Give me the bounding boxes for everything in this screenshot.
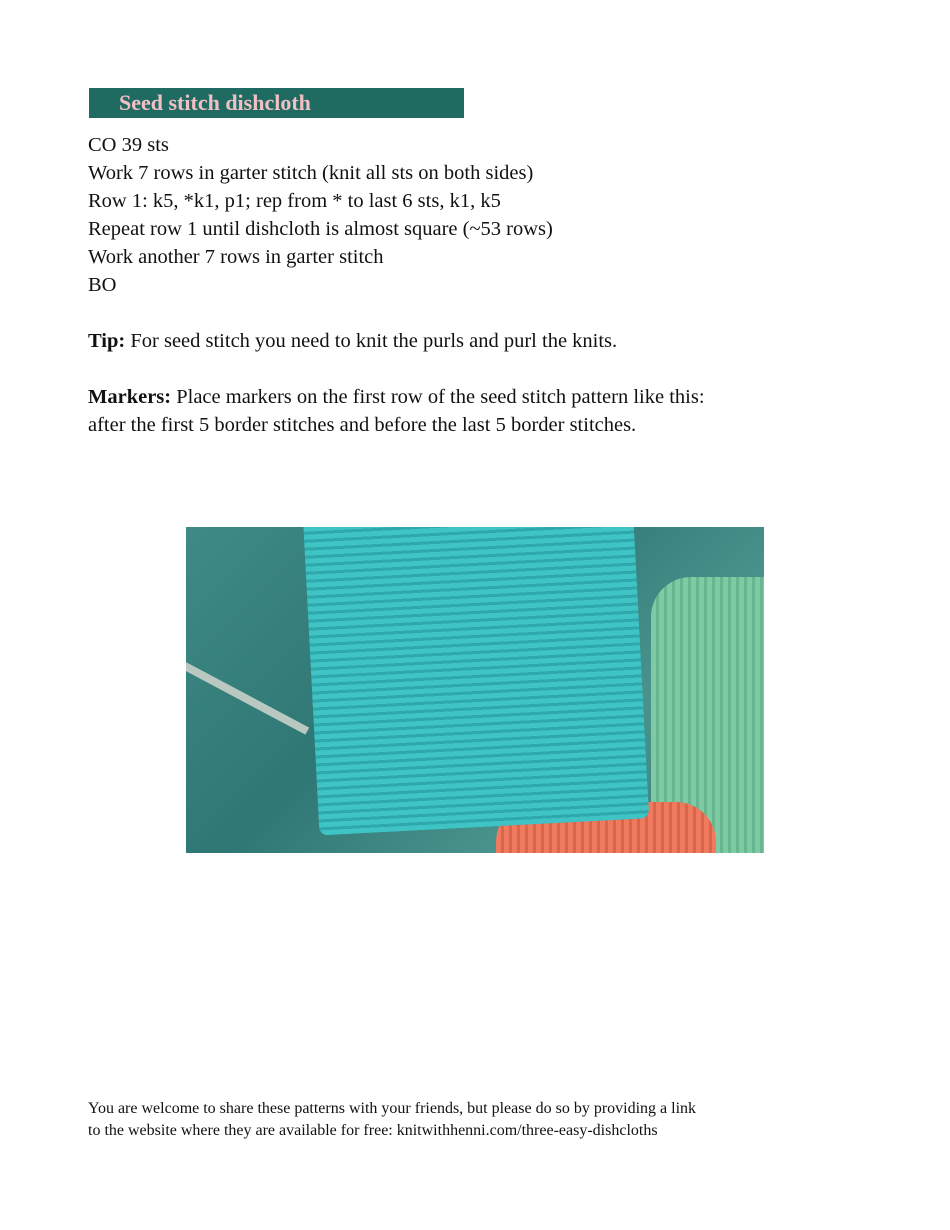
tip-text: For seed stitch you need to knit the purls and purl the knits. — [125, 330, 618, 352]
pattern-text — [88, 131, 888, 439]
instruction-line: Row 1: k5, *k1, p1; rep from * to last 6 sts, k1, k5 — [88, 190, 501, 212]
section-heading-banner — [89, 88, 464, 118]
tile-grout — [186, 652, 309, 734]
blue-seed-stitch-dishcloth — [303, 527, 649, 835]
dishcloth-photo — [186, 527, 764, 853]
instruction-line: Work 7 rows in garter stitch (knit all sts on both sides) — [88, 162, 534, 184]
markers-text-2: after the first 5 border stitches and before the last 5 border stitches. — [88, 414, 637, 436]
instruction-line: Work another 7 rows in garter stitch — [88, 246, 384, 268]
markers-text: Place markers on the first row of the seed stitch pattern like this: — [171, 386, 705, 408]
footer-line: You are welcome to share these patterns with your friends, but please do so by providing a link — [88, 1100, 697, 1117]
tip-label: Tip: — [88, 330, 126, 352]
markers-label: Markers: — [88, 386, 172, 408]
section-title: Seed stitch dishcloth — [119, 90, 311, 115]
footer-note — [88, 1098, 888, 1142]
instruction-line: BO — [88, 274, 117, 296]
markers-paragraph — [88, 383, 888, 411]
instruction-line: CO 39 sts — [88, 134, 169, 156]
tip-paragraph — [88, 327, 888, 355]
instruction-line: Repeat row 1 until dishcloth is almost square (~53 rows) — [88, 218, 553, 240]
footer-line: to the website where they are available for free: knitwithhenni.com/three-easy-dishcloths — [88, 1122, 658, 1139]
